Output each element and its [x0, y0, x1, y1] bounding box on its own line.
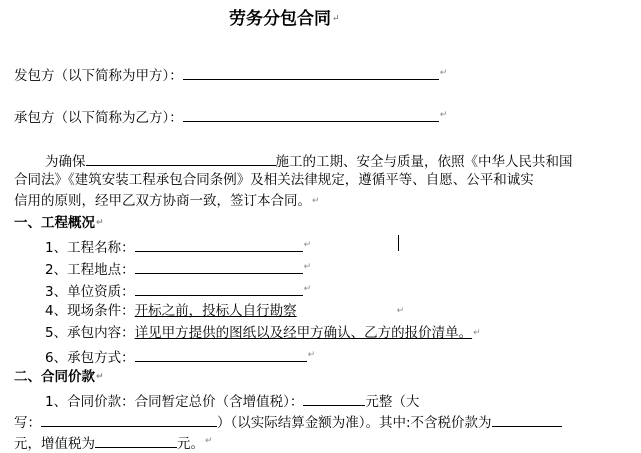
- party-b-line: [14, 106, 447, 127]
- document-title: 劳务分包合同↵: [229, 9, 340, 29]
- section-1-heading: 一、工程概况↵: [14, 215, 104, 231]
- intro-line-1: 为确保 施工的工期、安全与质量，依照《中华人民共和国: [45, 150, 573, 171]
- paragraph-mark: ↵: [303, 262, 312, 272]
- item-qualification: 3、单位资质： ↵: [45, 280, 311, 301]
- item-project-location: 2、工程地点： ↵: [45, 258, 311, 279]
- item-project-name: 1、工程名称： ↵: [45, 236, 311, 257]
- item-scope: 5、承包内容：详见甲方提供的图纸以及经甲方确认、乙方的报价清单。↵: [45, 325, 481, 341]
- intro-line-2: 合同法》《建筑安装工程承包合同条例》及相关法律规定，遵循平等、自愿、公平和诚实: [14, 172, 534, 188]
- paragraph-mark: ↵: [96, 372, 104, 382]
- price-excl-tax-blank[interactable]: [492, 411, 562, 427]
- text-cursor: [398, 235, 399, 251]
- paragraph-mark: ↵: [312, 196, 320, 206]
- party-a-label: 发包方（以下简称为甲方）：: [14, 68, 183, 84]
- section-2-heading: 二、合同价款↵: [14, 369, 104, 385]
- party-b-label: 承包方（以下简称为乙方）：: [14, 110, 183, 126]
- paragraph-mark: ↵: [205, 436, 213, 446]
- paragraph-mark: ↵: [307, 350, 316, 360]
- party-b-blank[interactable]: [183, 106, 439, 122]
- price-line-1: 1、合同价款：合同暂定总价（含增值税）： 元整（大: [45, 390, 419, 411]
- paragraph-mark: ↵: [332, 14, 340, 24]
- vat-amount-blank[interactable]: [95, 432, 177, 448]
- paragraph-mark: ↵: [96, 218, 104, 228]
- price-in-words-blank[interactable]: [41, 411, 217, 427]
- contract-mode-field[interactable]: [135, 346, 307, 362]
- scope-value: 详见甲方提供的图纸以及经甲方确认、乙方的报价清单。: [134, 325, 473, 341]
- paragraph-mark: ↵: [396, 306, 405, 316]
- paragraph-mark: ↵: [439, 68, 448, 78]
- paragraph-mark: ↵: [473, 328, 481, 338]
- item-site-conditions: 4、现场条件：开标之前，投标人自行勘察 ↵: [45, 303, 405, 319]
- total-price-blank[interactable]: [303, 390, 365, 406]
- party-a-blank[interactable]: [183, 64, 439, 80]
- intro-line-3: 信用的原则，经甲乙双方协商一致，签订本合同。↵: [14, 193, 320, 209]
- price-line-2: 写： ）（以实际结算金额为准）。其中:不含税价款为: [14, 411, 562, 432]
- item-contract-mode: 6、承包方式： ↵: [45, 346, 315, 367]
- project-location-field[interactable]: [135, 258, 303, 274]
- project-name-field[interactable]: [135, 236, 303, 252]
- party-a-line: [14, 64, 447, 85]
- site-conditions-value: 开标之前，投标人自行勘察: [134, 303, 297, 319]
- project-name-blank[interactable]: [86, 150, 276, 166]
- qualification-field[interactable]: [135, 280, 303, 296]
- paragraph-mark: ↵: [439, 110, 448, 120]
- paragraph-mark: ↵: [303, 240, 312, 250]
- price-line-3: 元，增值税为 元。↵: [14, 432, 213, 453]
- paragraph-mark: ↵: [303, 284, 312, 294]
